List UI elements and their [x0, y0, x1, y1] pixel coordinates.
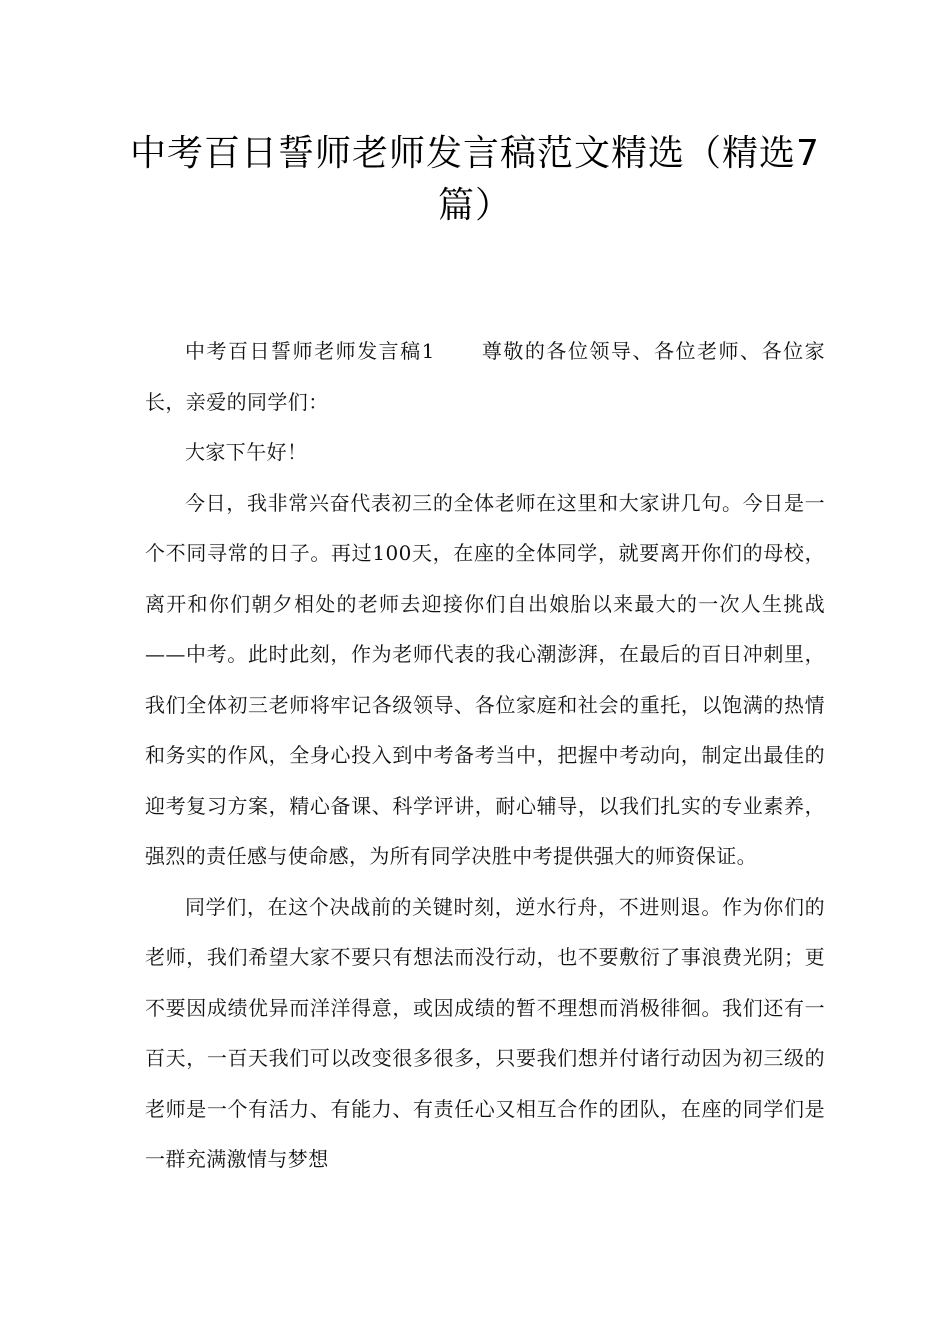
document-title: 中考百日誓师老师发言稿范文精选（精选7篇） — [130, 133, 820, 226]
salutation-text: 尊敬的各位领导、各位老师、各位家长，亲爱的同学们： — [145, 339, 825, 414]
paragraph-greeting: 大家下午好！ — [185, 440, 308, 464]
paragraph-body-1: 今日，我非常兴奋代表初三的全体老师在这里和大家讲几句。今日是一个不同寻常的日子。再过100天，在座的全体同学，就要离开你们的母校，离开和你们朝夕相处的老师去迎接你们自出娘胎以来最大的一次人生挑战——中考。此时此刻，作为老师代表的我心潮澎湃，在最后的百日冲刺里，我们全体初三老师将牢记各级领导、各位家庭和社会的重托，以饱满的热情和务实的作风，全身心投入到中考备考当中，把握中考动向，制定出最佳的迎考复习方案，精心备课、科学评讲，耐心辅导，以我们扎实的专业素养，强烈的责任感与使命感，为所有同学决胜中考提供强大的师资保证。 — [145, 490, 825, 868]
paragraph-body-2: 同学们，在这个决战前的关键时刻，逆水行舟，不进则退。作为你们的老师，我们希望大家不要只有想法而没行动，也不要敷衍了事浪费光阴；更不要因成绩优异而洋洋得意，或因成绩的暂不理想而消极徘徊。我们还有一百天，一百天我们可以改变很多很多，只要我们想并付诸行动因为初三级的老师是一个有活力、有能力、有责任心又相互合作的团队，在座的同学们是一群充满激情与梦想 — [145, 894, 825, 1171]
paragraph-salutation — [145, 326, 825, 427]
speech-heading: 中考百日誓师老师发言稿1 — [185, 339, 435, 363]
document-body — [145, 326, 825, 1185]
